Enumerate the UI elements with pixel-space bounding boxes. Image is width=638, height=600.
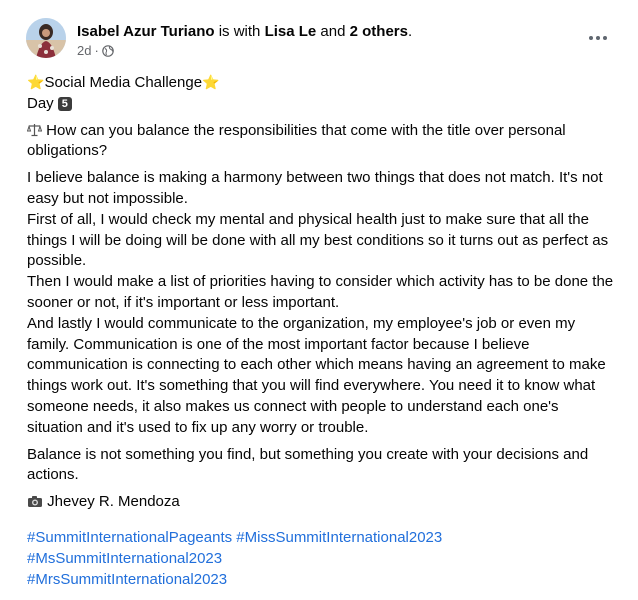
- answer-paragraph-3: Then I would make a list of priorities having to consider which activity has to be done the sooner or not, if it's important or less important.: [27, 273, 614, 311]
- hashtag-list: [27, 527, 617, 590]
- day-line: [27, 94, 617, 115]
- avatar[interactable]: [26, 18, 66, 58]
- and-text: and: [320, 23, 346, 40]
- author-name[interactable]: Isabel Azur Turiano: [77, 23, 215, 40]
- post-attribution: [77, 22, 412, 41]
- tagged-person[interactable]: Lisa Le: [264, 23, 317, 40]
- more-options-icon[interactable]: [584, 24, 612, 52]
- day-number-badge: 5: [58, 97, 72, 111]
- question-text: How can you balance the responsibilities that come with the title over personal obligations?: [27, 121, 566, 160]
- globe-icon[interactable]: [102, 45, 114, 57]
- camera-icon: [27, 494, 43, 507]
- question-line: [27, 121, 617, 163]
- post-timestamp[interactable]: 2d: [77, 43, 92, 58]
- balance-scale-icon: [27, 123, 42, 137]
- closing-statement: Balance is not something you find, but something you create with your decisions and actions.: [27, 445, 589, 484]
- post-header: [26, 18, 616, 64]
- answer-paragraph-4: And lastly I would communicate to the organization, my employee's job or even my family. Communication is one of the most important factor because I believe communication is connecting to each other which means having an agreement to make things work out. It's something that you will find everywhere. You need it to know what someone needs, it also makes us connect with people to understand each one's situation and it's used to fix up any worry or trouble.: [27, 314, 606, 436]
- meta-separator: ·: [94, 43, 99, 58]
- star-icon: ⭐: [202, 74, 220, 90]
- with-text: is with: [218, 23, 261, 40]
- photo-credit: Jhevey R. Mendoza: [47, 493, 180, 511]
- attribution-period: .: [407, 23, 413, 40]
- hashtag-link[interactable]: #MissSummitInternational2023: [236, 529, 443, 546]
- challenge-title: [27, 72, 617, 94]
- photo-credit-line: [27, 492, 617, 513]
- post-meta: [77, 43, 114, 59]
- hashtag-link[interactable]: #MrsSummitInternational2023: [27, 571, 228, 588]
- post-body: [27, 72, 617, 513]
- answer-paragraph-1: I believe balance is making a harmony between two things that does not match. It's not easy but not impossible.: [27, 169, 603, 207]
- title-text: Social Media Challenge: [44, 74, 203, 91]
- day-label: Day: [27, 94, 54, 112]
- answer-paragraph-2: First of all, I would check my mental and physical health just to make sure that all the things I will be doing will be done with all my best conditions so it turns out as perfect as possible.: [27, 210, 609, 270]
- tagged-others[interactable]: 2 others: [349, 23, 408, 40]
- hashtag-link[interactable]: #MsSummitInternational2023: [27, 550, 223, 567]
- hashtag-link[interactable]: #SummitInternationalPageants: [27, 529, 233, 546]
- star-icon: ⭐: [27, 74, 45, 90]
